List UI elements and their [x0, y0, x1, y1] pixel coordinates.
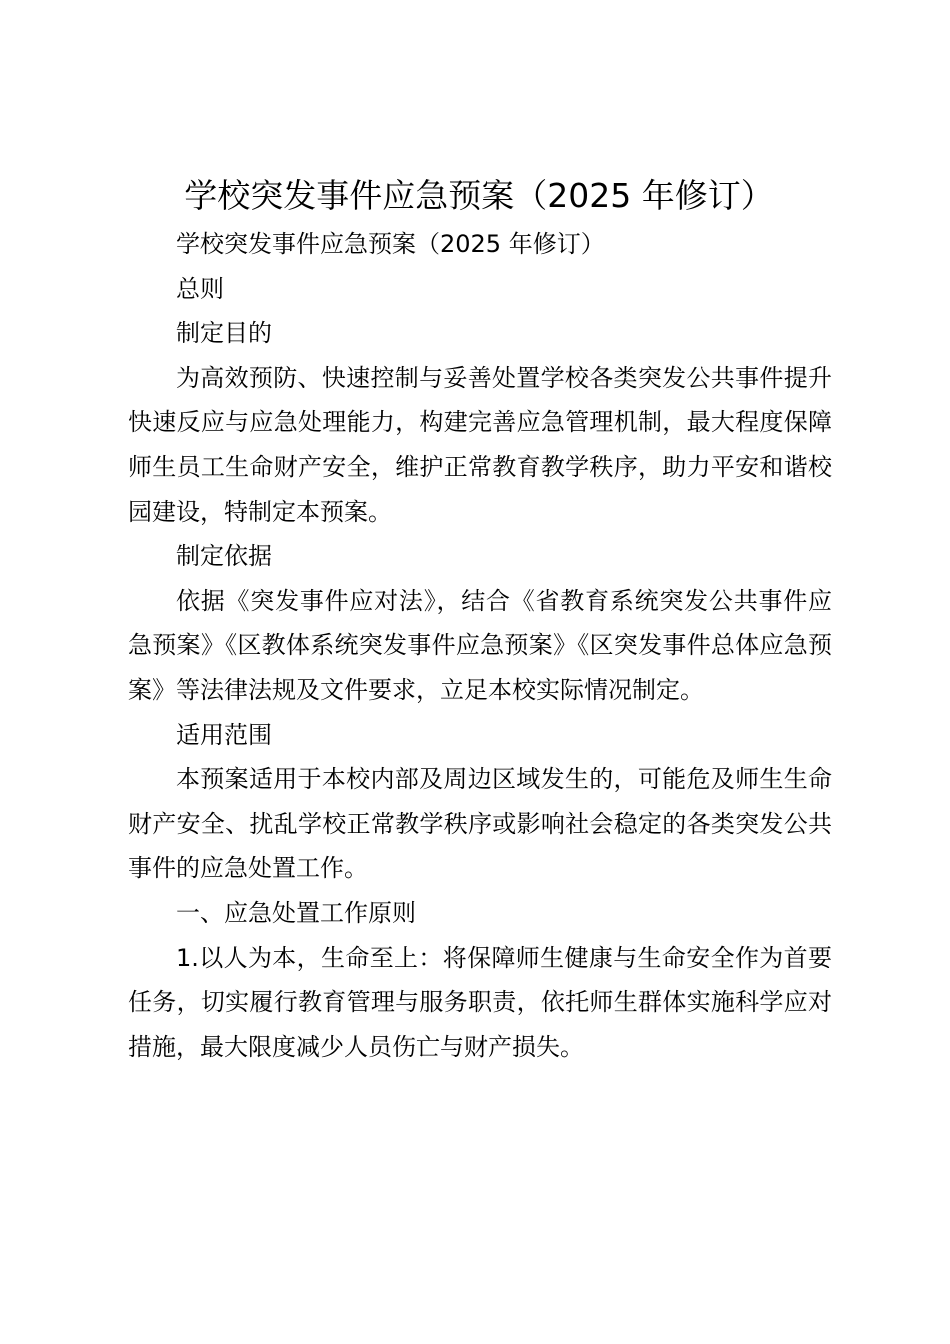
paragraph-principle-1: 1.以人为本，生命至上：将保障师生健康与生命安全作为首要任务，切实履行教育管理与服务职责，依托师生群体实施科学应对措施，最大限度减少人员伤亡与财产损失。	[128, 943, 832, 1061]
subheading-basis: 制定依据	[176, 542, 272, 571]
section-heading-principles: 一、应急处置工作原则	[176, 898, 416, 927]
document-title: 学校突发事件应急预案（2025 年修订）	[184, 176, 774, 215]
subheading-scope: 适用范围	[176, 720, 272, 749]
paragraph-scope: 本预案适用于本校内部及周边区域发生的，可能危及师生生命财产安全、扰乱学校正常教学秩序或影响社会稳定的各类突发公共事件的应急处置工作。	[128, 765, 832, 883]
paragraph-purpose: 为高效预防、快速控制与妥善处置学校各类突发公共事件提升快速反应与应急处理能力，构建完善应急管理机制，最大程度保障师生员工生命财产安全，维护正常教育教学秩序，助力平安和谐校园建设，特制定本预案。	[128, 363, 832, 526]
subtitle-paragraph: 学校突发事件应急预案（2025 年修订）	[176, 230, 605, 258]
document-body	[128, 222, 832, 1069]
subheading-purpose: 制定目的	[176, 319, 272, 348]
section-heading-general: 总则	[176, 274, 224, 303]
paragraph-basis: 依据《突发事件应对法》，结合《省教育系统突发公共事件应急预案》《区教体系统突发事件应急预案》《区突发事件总体应急预案》等法律法规及文件要求，立足本校实际情况制定。	[128, 586, 832, 704]
